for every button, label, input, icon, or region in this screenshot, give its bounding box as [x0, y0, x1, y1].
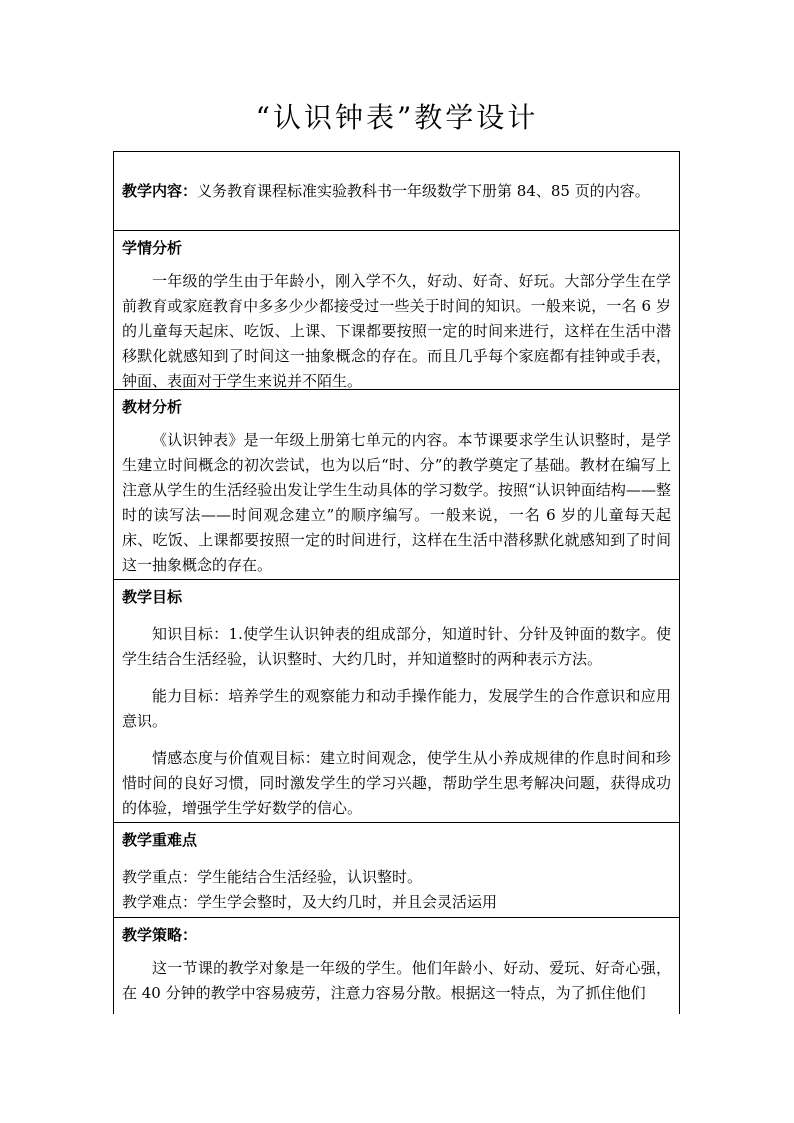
teaching-content-label: 教学内容： [122, 182, 198, 200]
student-analysis-text: 一年级的学生由于年龄小，刚入学不久，好动、好奇、好玩。大部分学生在学前教育或家庭教育中多多少少都接受过一些关于时间的知识。一般来说，一名 6 岁的儿童每天起床、吃饭、上课、下课都要按照一定的时间来进行，这样在生活中潜移默化就感知到了时间这一抽象概念的存在。而且几乎每个家庭都有挂钟或手表，钟面、表面对于学生来说并不陌生。 [122, 272, 671, 390]
teaching-content-text: 义务教育课程标准实验教科书一年级数学下册第 84、85 页的内容。 [197, 182, 650, 200]
section-teaching-content [114, 152, 679, 231]
section-key-points [114, 823, 679, 918]
knowledge-goal-text: 知识目标：1.使学生认识钟表的组成部分，知道时针、分针及钟面的数字。使学生结合生活经验，认识整时、大约几时，并知道整时的两种表示方法。 [122, 625, 671, 668]
teaching-goals-heading: 教学目标 [122, 588, 183, 606]
key-difficulty-text: 教学难点：学生学会整时，及大约几时，并且会灵活运用 [122, 893, 498, 911]
material-analysis-heading: 教材分析 [122, 398, 183, 416]
teaching-strategy-text: 这一节课的教学对象是一年级的学生。他们年龄小、好动、爱玩、好奇心强，在 40 分钟的教学中容易疲劳，注意力容易分散。根据这一特点，为了抓住他们 [122, 959, 671, 1002]
document-title: “认识钟表”教学设计 [255, 101, 539, 134]
student-analysis-heading: 学情分析 [122, 239, 183, 257]
lesson-plan-table [113, 151, 680, 1014]
section-material-analysis [114, 390, 679, 580]
section-teaching-goals [114, 580, 679, 823]
emotion-goal-text: 情感态度与价值观目标：建立时间观念，使学生从小养成规律的作息时间和珍惜时间的良好习惯，同时激发学生的学习兴趣，帮助学生思考解决问题，获得成功的体验，增强学生学好数学的信心。 [122, 749, 671, 817]
ability-goal-text: 能力目标：培养学生的观察能力和动手操作能力，发展学生的合作意识和应用意识。 [122, 687, 671, 730]
section-student-analysis [114, 231, 679, 390]
key-points-heading: 教学重难点 [122, 831, 198, 849]
section-teaching-strategy [114, 918, 679, 1014]
teaching-strategy-heading: 教学策略： [122, 926, 198, 944]
teaching-content-line [122, 152, 671, 204]
material-analysis-text: 《认识钟表》是一年级上册第七单元的内容。本节课要求学生认识整时，是学生建立时间概念的初次尝试，也为以后“时、分”的教学奠定了基础。教材在编写上注意从学生的生活经验出发让学生生动具体的学习数学。按照“认识钟面结构——整时的读写法——时间观念建立”的顺序编写。一般来说，一名 6 岁的儿童每天起床、吃饭、上课都要按照一定的时间进行，这样在生活中潜移默化就感知到了时间这一抽象概念的存在。 [122, 431, 671, 574]
key-focus-text: 教学重点：学生能结合生活经验，认识整时。 [122, 868, 423, 886]
